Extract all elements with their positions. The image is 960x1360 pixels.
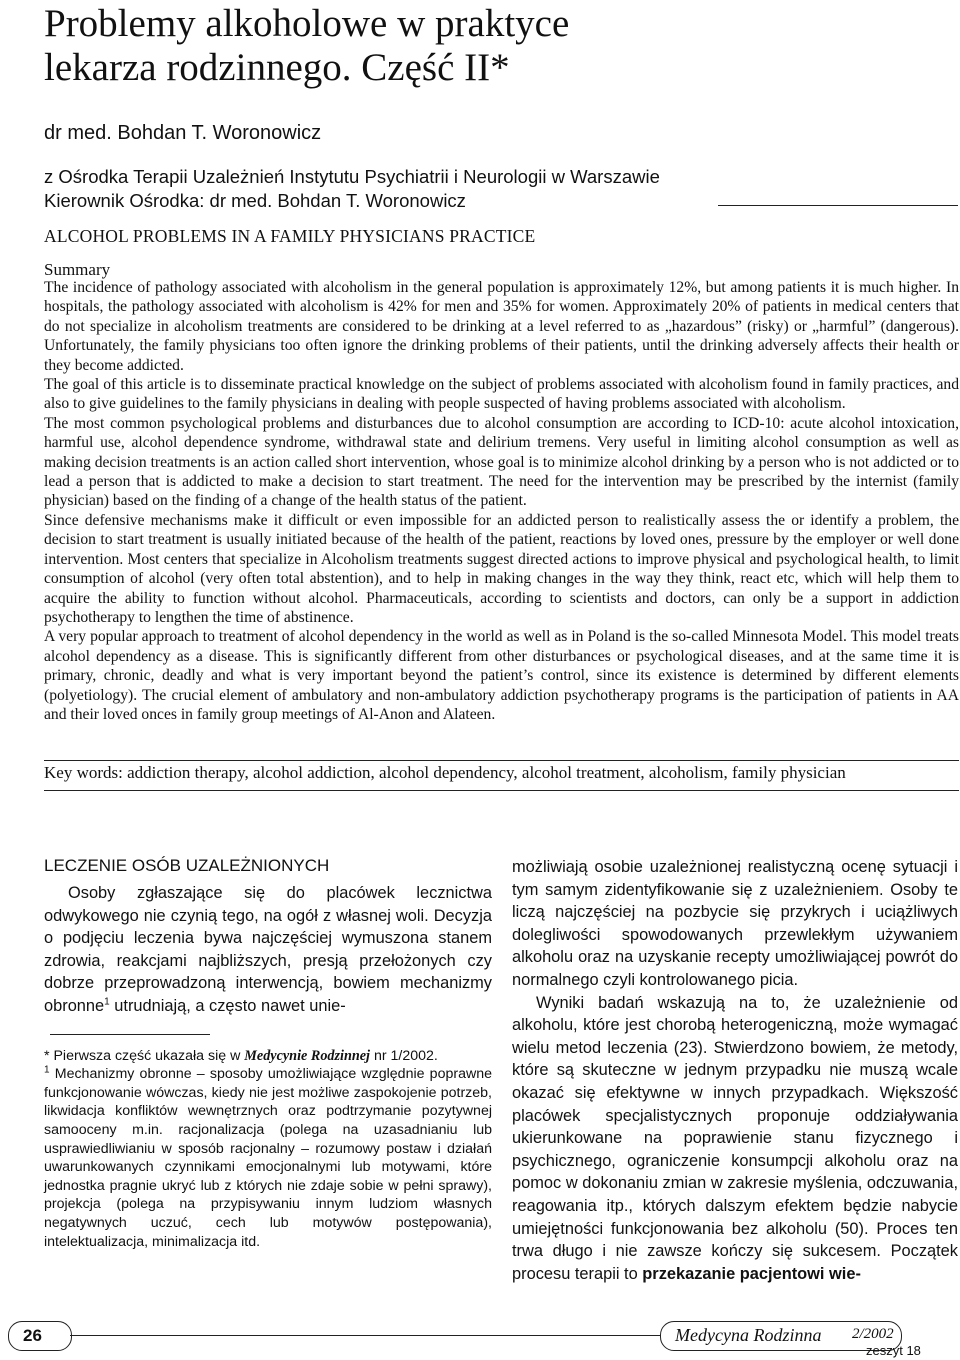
page-number: 26	[23, 1326, 42, 1345]
article-title	[44, 2, 924, 90]
left-column	[44, 856, 492, 1251]
abstract-paragraph: The goal of this article is to disseminate practical knowledge on the subject of problems associated with alcoholism found in family practices, and also to give guidelines to the family physicians in dealing with people suspected of having problems associated with alcoholism.	[44, 376, 959, 413]
issue-number: 2/2002	[852, 1326, 894, 1342]
footnote-1: $^1$ Mechanizmy obronne – sposoby umożliwiające względnie poprawne funkcjonowanie wówczas, kiedy nie jest możliwe zaspokojenie potrzeb, likwidacja konfliktów wewnętrznych oraz podtrzymanie pozytywnej samooceny m.in. racjonalizacja (polega na uzasadnianiu lub usprawiedliwianiu w sposób racjonalny – rozumowy postaw i działań uwarunkowanych czynnikami emocjonalnymi lub motywami, które jednostka pragnie ukryć lub z których nie zdaje sobie w pełni sprawy), projekcja (polega na przypisywaniu innym ludziom własnych negatywnych uczuć, cech lub motywów postępowania), intelektualizacja, minimalizacja itd.	[44, 1064, 492, 1250]
footer-divider	[70, 1335, 660, 1336]
abstract-paragraph: The incidence of pathology associated with alcoholism in the general population is approximately 12%, but among patients it is much higher. In hospitals, the pathology associated with alcoholism is 42% for men and 35% for women. Approximately 20% of patients in medical centers that do not specialize in alcoholism treatments are considered to be drinking at a level referred to as „hazardous” (risky) or „harmful” (dangerous). Unfortunately, the family physicians too often ignore the drinking problems of their patients, until the drinking adversely affects their health or they become addicted.	[44, 279, 959, 374]
footnote-star: * Pierwsza część ukazała się w Medycynie Rodzinnej nr 1/2002.	[44, 1047, 438, 1064]
abstract-paragraph: A very popular approach to treatment of alcohol dependency in the world as well as in Poland is the so-called Minnesota Model. This model treats alcohol dependency as a disease. This is significantly different from other disturbances or psychological diseases, and at the same time it is primary, chronic, deadly and what is very important beyond the patient’s control, since its existence is determined by different elements (polyetiology). The crucial element of ambulatory and non-ambulatory addiction psychotherapy programs is the participation of patients in AA and their loved onces in family group meetings of Al-Anon and Alateen.	[44, 628, 959, 723]
journal-name: Medycyna Rodzinna	[675, 1325, 822, 1345]
keywords: Key words: addiction therapy, alcohol addiction, alcohol dependency, alcohol treatment, alcoholism, family physician	[44, 763, 846, 782]
english-title: ALCOHOL PROBLEMS IN A FAMILY PHYSICIANS PRACTICE	[44, 226, 536, 246]
zeszyt-label: zeszyt 18	[866, 1343, 921, 1358]
footnote-ref: 1	[104, 996, 110, 1008]
abstract-paragraph: Since defensive mechanisms make it difficult or even impossible for an addicted person to realistically assess the or identify a problem, the decision to start treatment is usually initiated because of the health of the patient, reactions by loved ones, pressure by the employer or well done intervention. Most centers that specialize in Alcoholism treatments suggest directed actions to improve physical and psychological health, to limit consumption of alcohol (very often total abstention), and to help in making changes in the way they think, react etc, which will help them to acquire the ability to function without alcohol. Pharmaceuticals, according to scientists and doctors, can only be a support in addiction psychotherapy to lengthen the time of abstinence.	[44, 511, 959, 626]
affiliation-line-1: z Ośrodka Terapii Uzależnień Instytutu Psychiatrii i Neurologii w Warszawie	[44, 166, 660, 187]
keywords-divider-top	[44, 760, 959, 761]
header-divider	[718, 205, 958, 206]
journal-citation: Medycynie Rodzinnej	[244, 1047, 370, 1064]
body-paragraph-right-2: Wyniki badań wskazują na to, że uzależnienie od alkoholu, które jest chorobą heterogeniczną, może wymagać wielu metod leczenia (23). Stwierdzono bowiem, że metody, które są skuteczne w jednym przypadku nie muszą wcale okazać się efektywne w innych przypadkach. Większość placówek specjalistycznych proponuje oddziaływania ukierunkowane na poprawienie stanu fizycznego i psychicznego, ograniczenie konsumpcji alkoholu oraz na pomoc w dokonaniu zmian w zakresie myślenia, odczuwania, reagowania itp., których dalszym efektem będzie nabycie umiejętności funkcjonowania bez alkoholu (50). Proces ten trwa długo i nie zawsze kończy się sukcesem. Początek procesu terapii to przekazanie pacjentowi wie-	[512, 993, 958, 1283]
title-line-2: lekarza rodzinnego. Część II*	[44, 46, 510, 89]
keywords-divider-bottom	[44, 790, 959, 791]
body-paragraph-left: Osoby zgłaszające się do placówek lecznictwa odwykowego nie czynią tego, na ogół z własnej woli. Decyzja o podjęciu leczenia bywa najczęściej wymuszona stanem zdrowia, reakcjami najbliższych, presją przełożonych czy dobrze przeprowadzoną interwencją, bowiem mechanizmy obronne$^1$ utrudniają, a często nawet unie-	[44, 884, 492, 1015]
abstract-paragraph: The most common psychological problems and disturbances due to alcohol consumption are according to ICD-10: acute alcohol intoxication, harmful use, alcohol dependence syndrome, withdrawal state and delirium tremens. Very useful in limiting alcohol consumption as well as making decision treatments is an action called short intervention, whose goal is to minimize alcohol drinking by a person who is not addicted or to lead a person that is addicted to make a decision to start treatment. The need for the intervention may be prescribed by the internist (family physician) based on the finding of a change of the health status of the patient.	[44, 414, 959, 510]
page-number-badge	[8, 1321, 72, 1351]
affiliation-line-2: Kierownik Ośrodka: dr med. Bohdan T. Woronowicz	[44, 190, 466, 211]
section-heading: LECZENIE OSÓB UZALEŻNIONYCH	[44, 856, 330, 875]
abstract-body	[44, 278, 959, 724]
footnote-divider	[50, 1034, 210, 1035]
author-line: dr med. Bohdan T. Woronowicz	[44, 122, 322, 144]
right-column	[512, 856, 958, 1285]
summary-heading: Summary	[44, 260, 111, 279]
title-line-1: Problemy alkoholowe w praktyce	[44, 2, 570, 45]
body-paragraph-right-1: możliwiają osobie uzależnionej realistyczną ocenę sytuacji i tym samym zidentyfikowanie się z uzależnieniem. Osoby te liczą najczęściej na pozbycie się przykrych i uciążliwych dolegliwości spowodowanych przewlekłym używaniem alkoholu oraz na uzyskanie recepty umożliwiającej powrót do normalnego czyli kontrolowanego picia.	[512, 858, 958, 989]
bold-phrase: przekazanie pacjentowi wie-	[642, 1264, 861, 1283]
affiliation	[44, 165, 660, 213]
